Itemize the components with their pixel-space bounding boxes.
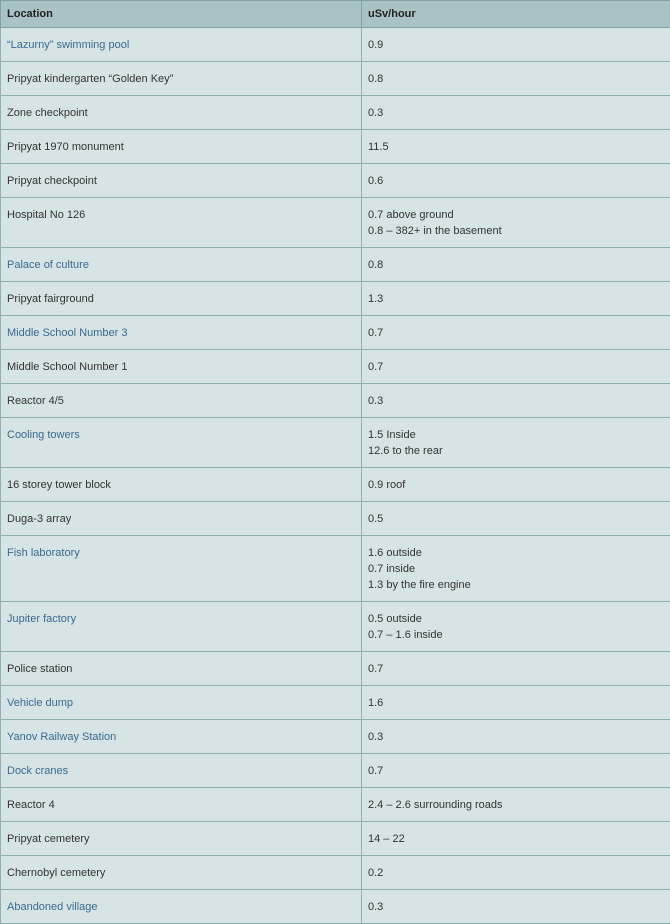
location-cell	[1, 686, 362, 720]
reading-value: 0.9	[368, 37, 664, 53]
location-cell	[1, 468, 362, 502]
reading-value: 12.6 to the rear	[368, 443, 664, 459]
location-cell	[1, 384, 362, 418]
reading-cell	[362, 788, 670, 822]
location-cell	[1, 536, 362, 602]
table-row	[1, 164, 670, 198]
reading-value: 0.8	[368, 257, 664, 273]
reading-cell	[362, 686, 670, 720]
reading-cell	[362, 130, 670, 164]
location-cell	[1, 28, 362, 62]
reading-value: 14 – 22	[368, 831, 664, 847]
reading-value: 0.3	[368, 105, 664, 121]
reading-cell	[362, 316, 670, 350]
location-label: Pripyat fairground	[7, 293, 94, 305]
reading-cell	[362, 890, 670, 924]
location-label: Zone checkpoint	[7, 107, 88, 119]
table-row	[1, 62, 670, 96]
location-label: 16 storey tower block	[7, 479, 111, 491]
location-cell	[1, 198, 362, 248]
table-row	[1, 468, 670, 502]
reading-value: 0.7 above ground	[368, 207, 664, 223]
location-label: Pripyat cemetery	[7, 833, 90, 845]
location-link[interactable]: “Lazurny” swimming pool	[7, 39, 129, 51]
reading-value: 2.4 – 2.6 surrounding roads	[368, 797, 664, 813]
location-label: Reactor 4	[7, 799, 55, 811]
location-cell	[1, 502, 362, 536]
table-row	[1, 720, 670, 754]
reading-value: 0.9 roof	[368, 477, 664, 493]
reading-value: 0.3	[368, 729, 664, 745]
reading-cell	[362, 384, 670, 418]
table-header	[1, 1, 670, 28]
table-row	[1, 686, 670, 720]
reading-cell	[362, 652, 670, 686]
reading-cell	[362, 418, 670, 468]
reading-value: 0.6	[368, 173, 664, 189]
reading-cell	[362, 28, 670, 62]
reading-value: 0.7	[368, 763, 664, 779]
header-usv-per-hour: uSv/hour	[362, 1, 670, 28]
location-link[interactable]: Dock cranes	[7, 765, 68, 777]
table-row	[1, 418, 670, 468]
reading-value: 0.7	[368, 661, 664, 677]
location-label: Pripyat checkpoint	[7, 175, 97, 187]
reading-cell	[362, 282, 670, 316]
reading-value: 0.7	[368, 359, 664, 375]
location-cell	[1, 602, 362, 652]
location-link[interactable]: Palace of culture	[7, 259, 89, 271]
location-cell	[1, 418, 362, 468]
table-row	[1, 28, 670, 62]
reading-cell	[362, 198, 670, 248]
reading-value: 0.7	[368, 325, 664, 341]
reading-cell	[362, 602, 670, 652]
reading-cell	[362, 96, 670, 130]
location-cell	[1, 316, 362, 350]
header-row	[1, 1, 670, 28]
table-row	[1, 350, 670, 384]
location-cell	[1, 890, 362, 924]
table-row	[1, 96, 670, 130]
table-row	[1, 788, 670, 822]
location-label: Pripyat kindergarten “Golden Key”	[7, 73, 173, 85]
reading-value: 0.5 outside	[368, 611, 664, 627]
reading-value: 0.7 inside	[368, 561, 664, 577]
location-label: Police station	[7, 663, 72, 675]
location-cell	[1, 164, 362, 198]
table-row	[1, 822, 670, 856]
location-cell	[1, 62, 362, 96]
location-label: Reactor 4/5	[7, 395, 64, 407]
reading-value: 1.3	[368, 291, 664, 307]
location-link[interactable]: Abandoned village	[7, 901, 98, 913]
location-cell	[1, 350, 362, 384]
location-link[interactable]: Jupiter factory	[7, 613, 76, 625]
reading-cell	[362, 468, 670, 502]
reading-value: 1.6 outside	[368, 545, 664, 561]
reading-cell	[362, 822, 670, 856]
reading-cell	[362, 164, 670, 198]
reading-cell	[362, 248, 670, 282]
table-row	[1, 282, 670, 316]
location-cell	[1, 822, 362, 856]
table-row	[1, 754, 670, 788]
location-link[interactable]: Middle School Number 3	[7, 327, 127, 339]
reading-value: 0.8 – 382+ in the basement	[368, 223, 664, 239]
reading-value: 1.3 by the fire engine	[368, 577, 664, 593]
table-row	[1, 602, 670, 652]
reading-cell	[362, 536, 670, 602]
table-body	[1, 28, 670, 924]
reading-value: 0.7 – 1.6 inside	[368, 627, 664, 643]
table-row	[1, 652, 670, 686]
reading-cell	[362, 350, 670, 384]
location-label: Duga-3 array	[7, 513, 71, 525]
reading-value: 1.6	[368, 695, 664, 711]
location-cell	[1, 754, 362, 788]
reading-value: 11.5	[368, 139, 664, 155]
location-link[interactable]: Fish laboratory	[7, 547, 80, 559]
reading-value: 0.5	[368, 511, 664, 527]
location-label: Chernobyl cemetery	[7, 867, 105, 879]
location-label: Middle School Number 1	[7, 361, 127, 373]
location-cell	[1, 720, 362, 754]
table-row	[1, 198, 670, 248]
location-label: Hospital No 126	[7, 209, 85, 221]
reading-value: 0.8	[368, 71, 664, 87]
reading-cell	[362, 502, 670, 536]
location-cell	[1, 96, 362, 130]
reading-value: 0.2	[368, 865, 664, 881]
reading-value: 0.3	[368, 899, 664, 915]
location-cell	[1, 248, 362, 282]
table-row	[1, 316, 670, 350]
table-row	[1, 130, 670, 164]
location-link[interactable]: Vehicle dump	[7, 697, 73, 709]
location-link[interactable]: Yanov Railway Station	[7, 731, 116, 743]
header-location: Location	[1, 1, 362, 28]
reading-value: 1.5 Inside	[368, 427, 664, 443]
table-row	[1, 502, 670, 536]
table-row	[1, 536, 670, 602]
location-link[interactable]: Cooling towers	[7, 429, 80, 441]
location-cell	[1, 282, 362, 316]
reading-cell	[362, 754, 670, 788]
table-row	[1, 890, 670, 924]
table-row	[1, 248, 670, 282]
reading-value: 0.3	[368, 393, 664, 409]
reading-cell	[362, 720, 670, 754]
table-row	[1, 384, 670, 418]
location-cell	[1, 130, 362, 164]
reading-cell	[362, 62, 670, 96]
location-label: Pripyat 1970 monument	[7, 141, 124, 153]
location-cell	[1, 788, 362, 822]
location-cell	[1, 652, 362, 686]
